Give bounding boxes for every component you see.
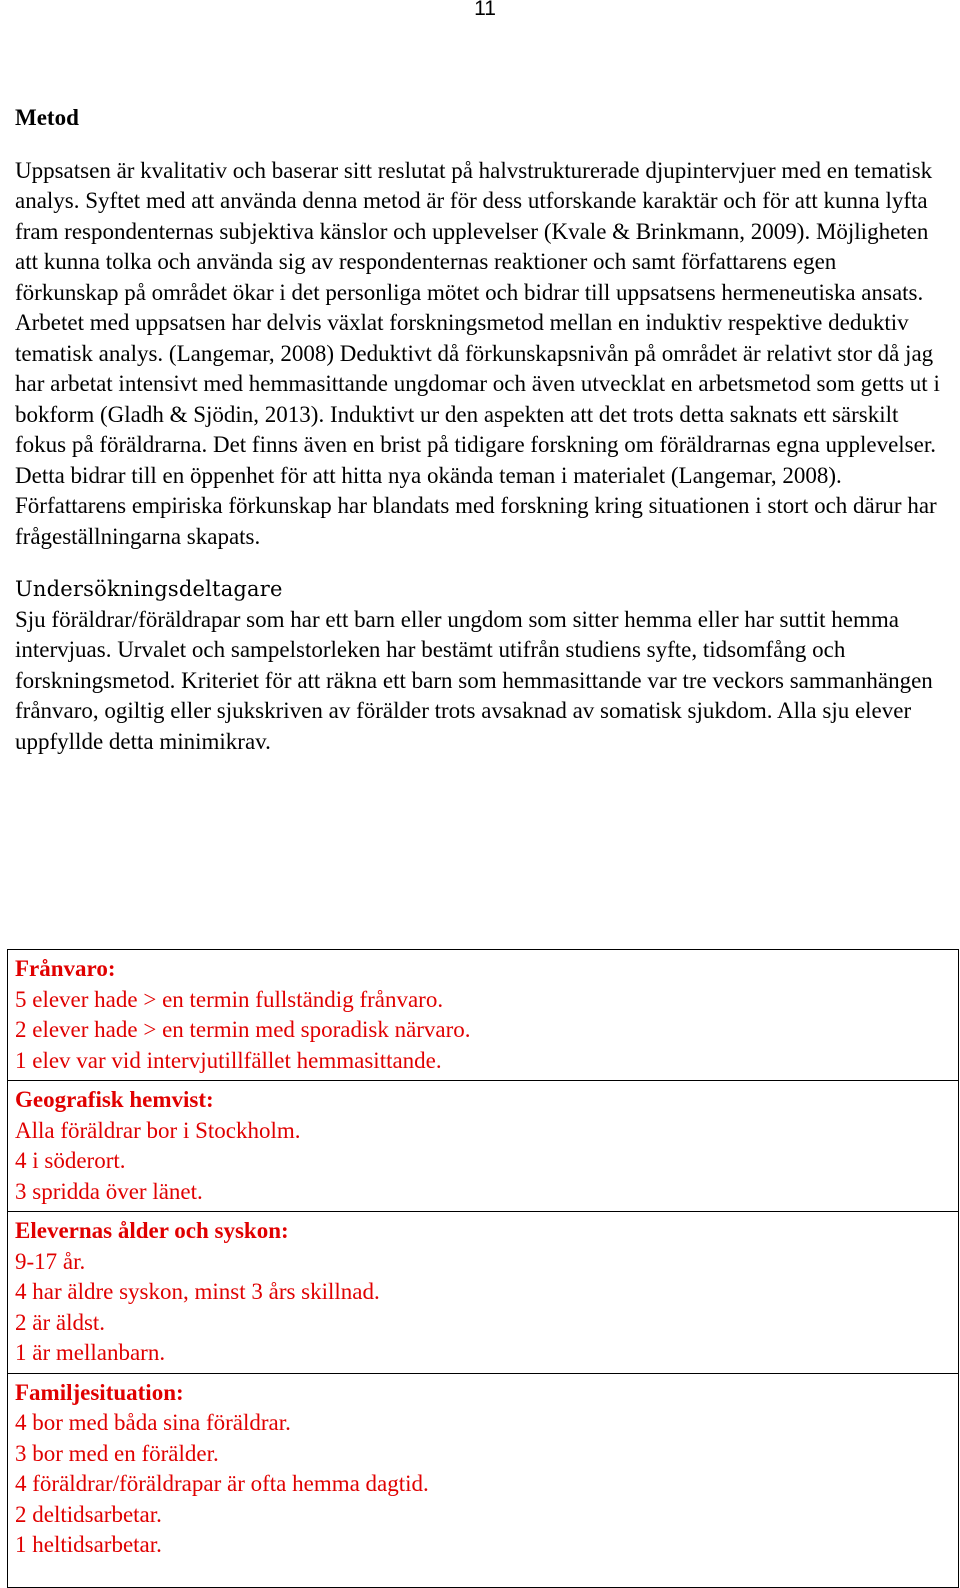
table-cell-title: Frånvaro:: [15, 956, 116, 981]
table-cell-age-siblings: [8, 1212, 958, 1374]
table-line: 2 elever hade > en termin med sporadisk närvaro.: [15, 1017, 471, 1042]
table-line: 9-17 år.: [15, 1248, 86, 1274]
table-line: 4 bor med båda sina föräldrar.: [15, 1410, 291, 1435]
participants-paragraph: Sju föräldrar/föräldrapar som har ett barn eller ungdom som sitter hemma eller har suttit hemma intervjuas. Urvalet och sampelstorleken har bestämt utifrån studiens syfte, tidsomfång och forskningsmetod. Kriteriet för att räkna ett barn som hemmasittande var tre veckors sammanhängen frånvaro, ogiltig eller sjukskriven av förälder trots avsaknad av somatisk sjukdom. Alla sju elever uppfyllde detta minimikrav.: [15, 606, 933, 754]
participant-summary-table: [7, 949, 959, 1588]
table-cell-family: [8, 1374, 958, 1587]
page-number: 11: [474, 0, 496, 20]
table-cell-absence: [8, 950, 958, 1081]
method-paragraph: Uppsatsen är kvalitativ och baserar sitt reslutat på halvstrukturerade djupintervjuer med en tematisk analys. Syftet med att använda denna metod är för dess utforskande karaktär och för att kunna lyfta fram respondenternas subjektiva känslor och upplevelser (Kvale & Brinkmann, 2009). Möjligheten att kunna tolka och använda sig av respondenternas reaktioner och samt författarens egen förkunskap på området ökar i det personliga mötet och bidrar till uppsatsens hermeneutiska ansats. Arbetet med uppsatsen har delvis växlat forskningsmetod mellan en induktiv respektive deduktiv tematisk analys. (Langemar, 2008) Deduktivt då förkunskapsnivån på området är relativt stor då jag har arbetat intensivt med hemmasittande ungdomar och även utvecklat en arbetsmetod som getts ut i bokform (Gladh & Sjödin, 2013). Induktivt ur den aspekten att det trots detta saknats ett särskilt fokus på föräldrarna. Det finns även en brist på tidigare forskning om föräldrarnas egna upplevelser. Detta bidrar till en öppenhet för att hitta nya okända teman i materialet (Langemar, 2008). Författarens empiriska förkunskap har blandats med forskning kring situationen i stort och därur har frågeställningarna skapats.: [15, 157, 940, 549]
document-body: [15, 103, 945, 757]
table-cell-title: Geografisk hemvist:: [15, 1087, 214, 1112]
table-line: Alla föräldrar bor i Stockholm.: [15, 1117, 301, 1143]
table-line: 4 har äldre syskon, minst 3 års skillnad.: [15, 1279, 380, 1304]
table-line: 5 elever hade > en termin fullständig frånvaro.: [15, 986, 444, 1012]
table-cell-geography: [8, 1081, 958, 1212]
section-title: Metod: [15, 105, 79, 130]
table-line: 3 spridda över länet.: [15, 1178, 203, 1204]
table-line: 4 i söderort.: [15, 1148, 126, 1173]
table-line: 1 heltidsarbetar.: [15, 1532, 162, 1557]
table-line: 1 elev var vid intervjutillfället hemmasittande.: [15, 1047, 442, 1073]
table-line: 3 bor med en förälder.: [15, 1440, 219, 1466]
table-line: 2 deltidsarbetar.: [15, 1501, 162, 1527]
table-line: 4 föräldrar/föräldrapar är ofta hemma dagtid.: [15, 1471, 429, 1496]
subsection-title: Undersökningsdeltagare: [15, 577, 283, 601]
table-cell-title: Familjesituation:: [15, 1379, 184, 1405]
table-cell-title: Elevernas ålder och syskon:: [15, 1218, 289, 1243]
table-line: 1 är mellanbarn.: [15, 1340, 166, 1365]
table-line: 2 är äldst.: [15, 1309, 106, 1335]
